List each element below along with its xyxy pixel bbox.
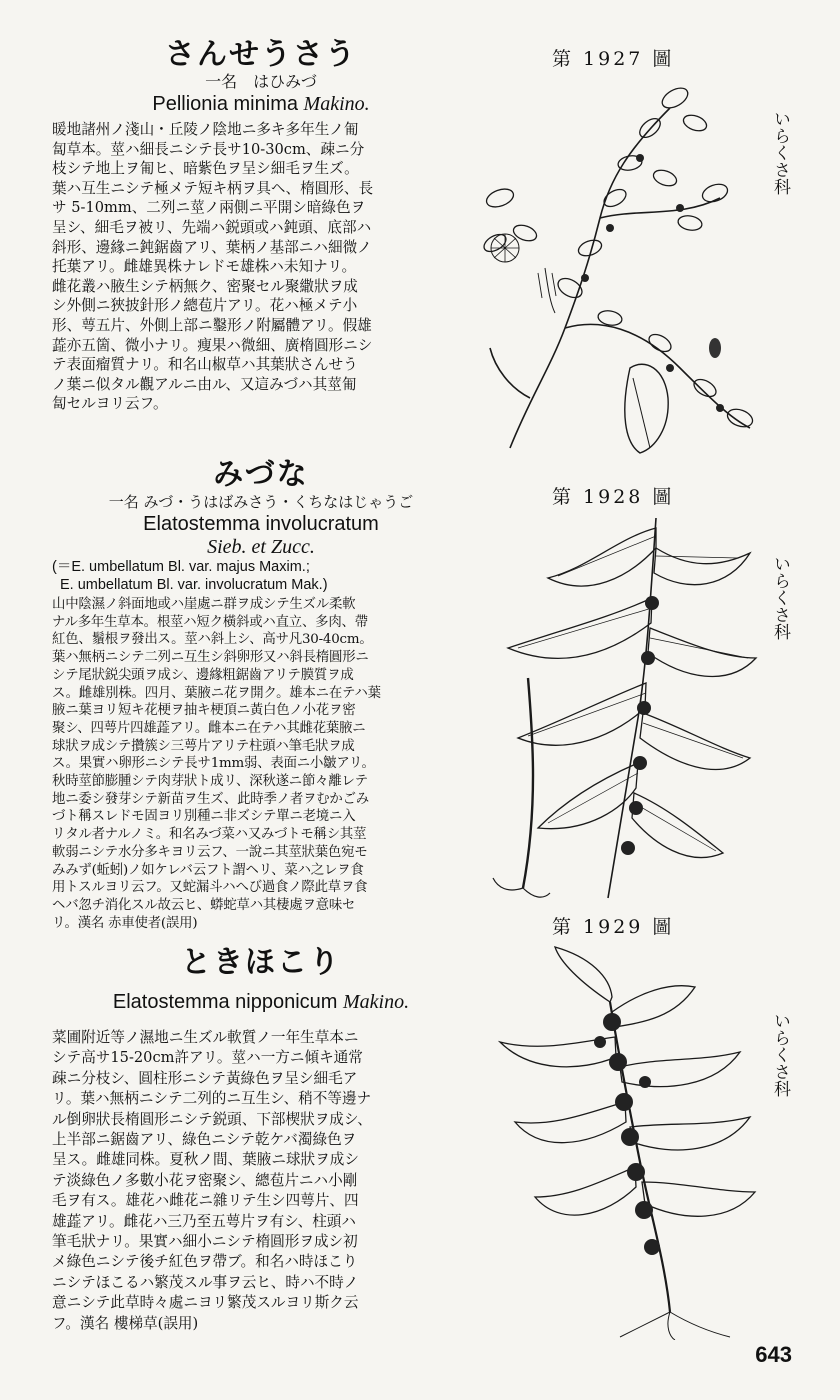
latin-author: Makino.	[343, 991, 410, 1013]
description-line: テ表面瘤質ナリ。和名山椒草ハ其葉狀さんせう	[52, 356, 358, 374]
description-line: 意ニシテ此草時々處ニヨリ繁茂スルヨリ斯ク云	[52, 1294, 359, 1312]
synonym-line: (＝E. umbellatum Bl. var. majus Maxim.;	[52, 559, 310, 575]
entry-description	[52, 120, 470, 414]
description-line: 呈シ、細毛ヲ被リ、先端ハ鋭頭或ハ鈍頭、底部ハ	[52, 218, 372, 236]
description-line: 腋ニ葉ヨリ短キ花梗ヲ抽キ梗頂ニ黃白色ノ小花ヲ密	[52, 703, 356, 719]
entry-sanseusou	[52, 38, 470, 414]
description-line: 斜形、邊緣ニ鈍鋸齒アリ、葉柄ノ基部ニハ細微ノ	[52, 238, 372, 256]
description-line: 呈ス。雌雄同株。夏秋ノ間、葉腋ニ球狀ヲ成シ	[52, 1151, 359, 1169]
description-line: 軟弱ニシテ水分多キヨリ云フ、一說ニ其莖狀葉色宛モ	[52, 844, 368, 860]
description-line: みみず(蚯蚓)ノ如ケレバ云フト謂ヘリ、菜ハ之レヲ食	[52, 862, 364, 878]
description-line: フ。漢名 樓梯草(誤用)	[52, 1314, 199, 1332]
description-line: 葉ハ無柄ニシテ二列ニ互生シ斜卵形又ハ斜長楕圓形ニ	[52, 650, 369, 666]
latin-species: Elatostemma involucratum	[143, 513, 379, 535]
description-line: サ 5-10mm、二列ニ莖ノ兩側ニ平開シ暗綠色ヲ	[52, 199, 366, 217]
synonym-line: E. umbellatum Bl. var. involucratum Mak.)	[60, 577, 328, 593]
description-line: 秋時莖節膨腫シテ肉芽狀ト成リ、深秋遂ニ節々離レテ	[52, 774, 368, 790]
description-line: テ淡綠色ノ多數小花ヲ密聚シ、總苞片ニハ小剛	[52, 1171, 358, 1189]
latin-name	[52, 92, 470, 116]
entry-description	[52, 596, 470, 932]
family-name: いらくさ科	[770, 1012, 790, 1097]
description-line: ニシテほこるハ繁茂スル事ヲ云ヒ、時ハ不時ノ	[52, 1273, 359, 1291]
description-line: 葉ハ互生ニシテ極メテ短キ柄ヲ具ヘ、楕圓形、長	[52, 179, 374, 197]
description-line: 蕋亦五箇、微小ナリ。痩果ハ微細、廣楕圓形ニシ	[52, 336, 373, 354]
description-line: 匐草本。莖ハ細長ニシテ長サ10-30cm、疎ニ分	[52, 140, 365, 158]
entry-title: みづな	[213, 457, 309, 492]
family-name: いらくさ科	[770, 110, 790, 195]
entry-alt-name: 一名 はひみづ	[205, 72, 317, 91]
description-line: リ。漢名 赤車使者(誤用)	[52, 915, 198, 931]
description-line: ナル多年生草本。根莖ハ短ク橫斜或ハ直立、多肉、帶	[52, 614, 368, 630]
description-line: リタル者ナルノミ。和名みづ菜ハ又みづトモ稱シ其莖	[52, 827, 367, 843]
description-line: ノ葉ニ似タル觀アルニ由ル、又這みづハ其莖匍	[52, 375, 357, 393]
description-line: リ。葉ハ無柄ニシテ二列的ニ互生シ、稍不等邊ナ	[52, 1090, 372, 1108]
description-line: 雌花叢ハ腋生シテ柄無ク、密聚セル聚繖狀ヲ成	[52, 277, 358, 295]
description-line: 托葉アリ。雌雄異株ナレドモ雄株ハ未知ナリ。	[52, 258, 357, 276]
description-line: 山中陰濕ノ斜面地或ハ崖處ニ群ヲ成シテ生ズル柔軟	[52, 597, 356, 612]
description-line: メ綠色ニシテ後チ紅色ヲ帶ブ。和名ハ時ほこり	[52, 1253, 358, 1271]
latin-author: Makino.	[303, 93, 370, 115]
figure-label: 第 1928 圖	[552, 486, 675, 508]
description-line: ヘバ忽チ消化スル故云ヒ、蟒蛇草ハ其棲處ヲ意味セ	[52, 897, 356, 913]
description-line: 筆毛狀ナリ。果實ハ細小ニシテ楕圓形ヲ成シ初	[52, 1233, 358, 1251]
description-line: 聚シ、四萼片四雄蕋アリ。雌本ニ在テハ其雌花葉腋ニ	[52, 720, 366, 736]
entry-title: ときほこり	[181, 945, 341, 980]
entry-mizuna	[52, 458, 470, 932]
plant-illustration-1928	[488, 508, 760, 908]
entry-title: さんせうさう	[165, 37, 357, 72]
description-line: シテ高サ15-20cm許アリ。莖ハ一方ニ傾キ通常	[52, 1049, 363, 1067]
figure-label: 第 1927 圖	[552, 48, 675, 70]
latin-author: Sieb. et Zucc.	[207, 536, 315, 558]
description-line: 暖地諸州ノ淺山・丘陵ノ陰地ニ多キ多年生ノ匍	[52, 121, 359, 138]
figure-label: 第 1929 圖	[552, 916, 675, 938]
description-line: 疎ニ分枝シ、圓柱形ニシテ黃綠色ヲ呈シ細毛ア	[52, 1069, 358, 1087]
description-line: シ外側ニ狹披針形ノ總苞片アリ。花ハ極メテ小	[52, 297, 358, 315]
description-line: 匐セルヨリ云フ。	[52, 395, 168, 413]
description-line: 球狀ヲ成シテ攢簇シ三萼片アリテ柱頭ハ筆毛狀ヲ成	[52, 738, 355, 754]
description-line: 用トスルヨリ云フ。又蛇漏斗ハへび過食ノ際此草ヲ食	[52, 880, 368, 896]
entry-description	[52, 1028, 470, 1334]
plant-illustration-1927	[470, 68, 770, 463]
description-line: 雄蕋アリ。雌花ハ三乃至五萼片ヲ有シ、柱頭ハ	[52, 1212, 356, 1230]
description-line: 地ニ委シ發芽シテ新苗ヲ生ズ、此時季ノ者ヲむかごみ	[52, 791, 369, 807]
entry-alt-name: 一名 みづ・うはばみさう・くちなはじゃうご	[108, 493, 414, 511]
entry-tokihokori	[52, 946, 470, 1334]
page-number: 643	[755, 1342, 792, 1367]
description-line: 形、萼五片、外側上部ニ鑿形ノ附屬體アリ。假雄	[52, 316, 372, 334]
description-line: 菜圃附近等ノ濕地ニ生ズル軟質ノ一年生草本ニ	[52, 1029, 359, 1046]
description-line: 枝シテ地上ヲ匍ヒ、暗紫色ヲ呈シ細毛ヲ生ズ。	[52, 160, 359, 178]
description-line: ス。雌雄別株。四月、葉腋ニ花ヲ開ク。雄本ニ在テハ葉	[52, 685, 381, 701]
description-line: づト稱スレドモ固ヨリ別種ニ非ズシテ單ニ老境ニ入	[52, 809, 356, 825]
description-line: ス。果實ハ卵形ニシテ長サ1mm弱、表面ニ小皺アリ。	[52, 756, 375, 772]
latin-species: Elatostemma nipponicum	[112, 991, 338, 1013]
description-line: 紅色、鬚根ヲ發出ス。莖ハ斜上シ、高サ凡30-40cm。	[52, 632, 373, 648]
description-line: ル倒卵狀長楕圓形ニシテ鋭頭、下部楔狀ヲ成シ、	[52, 1110, 372, 1128]
description-line: シテ尾狀鋭尖頭ヲ成シ、邊緣粗鋸齒アリテ膜質ヲ成	[52, 667, 354, 683]
plant-illustration-1929	[470, 942, 762, 1340]
description-line: 上半部ニ鋸齒アリ、綠色ニシテ乾ケバ濁綠色ヲ	[52, 1131, 357, 1149]
latin-name	[52, 990, 470, 1014]
family-name: いらくさ科	[770, 555, 790, 640]
description-line: 毛ヲ有ス。雄花ハ雌花ニ雜リテ生シ四萼片、四	[52, 1192, 359, 1210]
latin-species: Pellionia minima	[152, 93, 298, 115]
